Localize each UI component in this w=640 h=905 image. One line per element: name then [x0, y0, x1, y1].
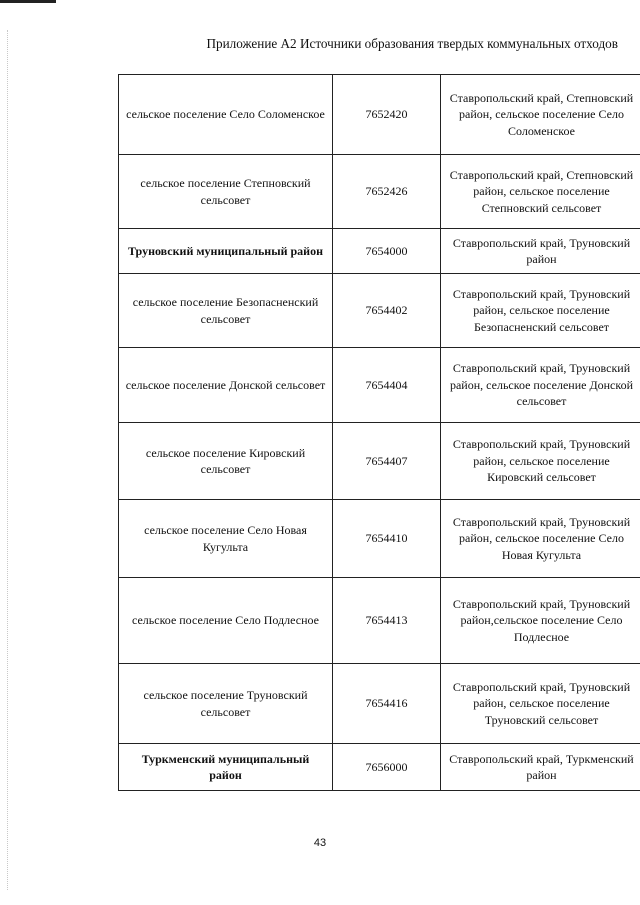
table-row: [119, 155, 640, 229]
left-margin-dotted-line: [7, 30, 8, 890]
municipality-name-cell: сельское поселение Село Соломенское: [119, 75, 333, 155]
table-row: [119, 500, 640, 578]
municipality-name-cell: сельское поселение Труновский сельсовет: [119, 664, 333, 744]
table-row: [119, 274, 640, 348]
municipality-name-cell: сельское поселение Безопасненский сельсовет: [119, 274, 333, 348]
municipality-name-cell: сельское поселение Кировский сельсовет: [119, 423, 333, 500]
oktmo-code-cell: 7654416: [333, 664, 441, 744]
address-cell: Ставропольский край, Труновский район, сельское поселение Безопасненский сельсовет: [441, 274, 640, 348]
table-row: [119, 75, 640, 155]
municipality-name-cell: Труновский муниципальный район: [119, 229, 333, 274]
oktmo-code-cell: 7654404: [333, 348, 441, 423]
table-row: [119, 348, 640, 423]
oktmo-code-cell: 7654407: [333, 423, 441, 500]
table-row: [119, 664, 640, 744]
oktmo-code-cell: 7654000: [333, 229, 441, 274]
top-edge-rule: [0, 0, 56, 3]
municipality-name-cell: сельское поселение Село Новая Кугульта: [119, 500, 333, 578]
address-cell: Ставропольский край, Труновский район, сельское поселение Донской сельсовет: [441, 348, 640, 423]
table-row: [119, 578, 640, 664]
oktmo-code-cell: 7654410: [333, 500, 441, 578]
waste-sources-table: [118, 74, 640, 791]
oktmo-code-cell: 7654402: [333, 274, 441, 348]
municipality-name-cell: сельское поселение Степновский сельсовет: [119, 155, 333, 229]
address-cell: Ставропольский край, Туркменский район: [441, 744, 640, 791]
municipality-name-cell: сельское поселение Село Подлесное: [119, 578, 333, 664]
table-row: [119, 423, 640, 500]
address-cell: Ставропольский край, Труновский район: [441, 229, 640, 274]
oktmo-code-cell: 7652426: [333, 155, 441, 229]
oktmo-code-cell: 7654413: [333, 578, 441, 664]
address-cell: Ставропольский край, Степновский район, сельское поселение Село Соломенское: [441, 75, 640, 155]
page-number: 43: [313, 837, 327, 849]
address-cell: Ставропольский край, Степновский район, сельское поселение Степновский сельсовет: [441, 155, 640, 229]
address-cell: Ставропольский край, Труновский район, сельское поселение Кировский сельсовет: [441, 423, 640, 500]
address-cell: Ставропольский край, Труновский район,сельское поселение Село Подлесное: [441, 578, 640, 664]
address-cell: Ставропольский край, Труновский район, сельское поселение Село Новая Кугульта: [441, 500, 640, 578]
table-row: [119, 229, 640, 274]
oktmo-code-cell: 7652420: [333, 75, 441, 155]
page-header: Приложение А2 Источники образования твердых коммунальных отходов: [206, 36, 618, 51]
oktmo-code-cell: 7656000: [333, 744, 441, 791]
municipality-name-cell: Туркменский муниципальный район: [119, 744, 333, 791]
table-row: [119, 744, 640, 791]
municipality-name-cell: сельское поселение Донской сельсовет: [119, 348, 333, 423]
address-cell: Ставропольский край, Труновский район, сельское поселение Труновский сельсовет: [441, 664, 640, 744]
